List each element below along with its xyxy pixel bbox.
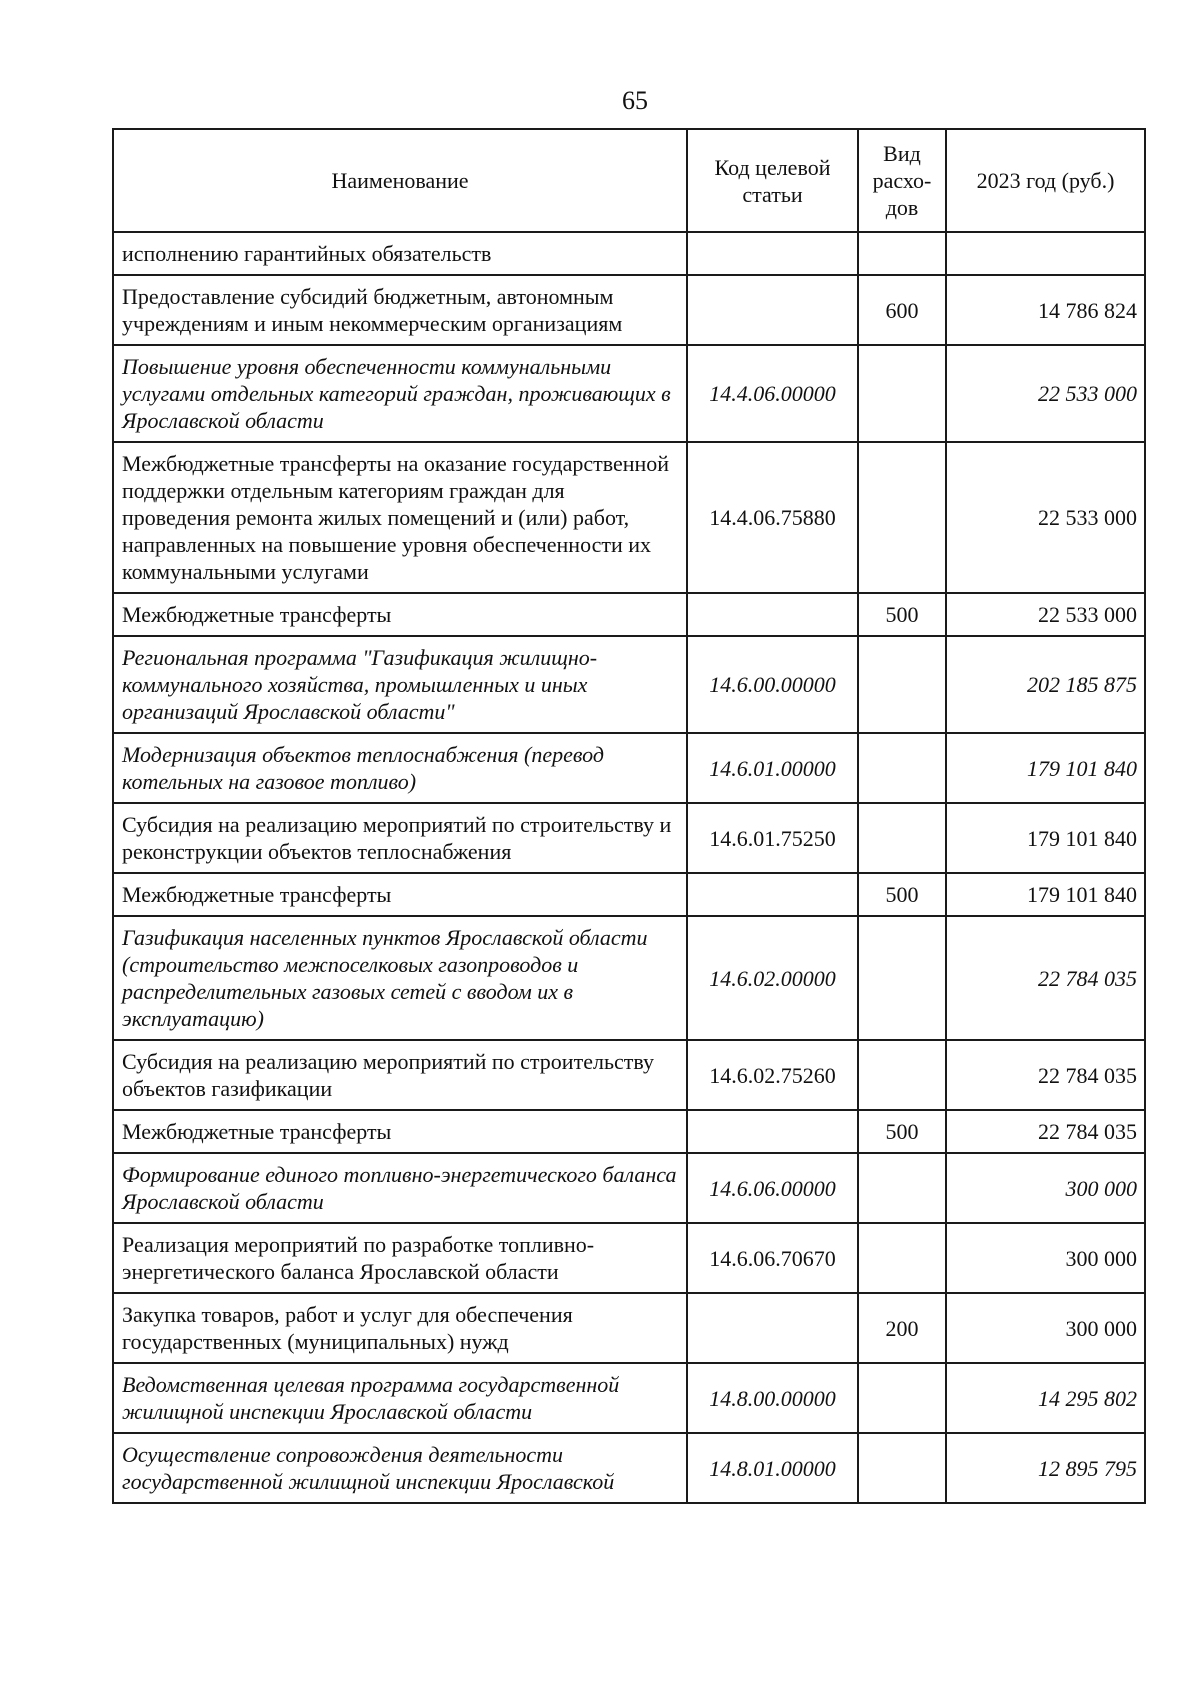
cell-code: 14.8.01.00000: [687, 1433, 858, 1503]
cell-name: Межбюджетные трансферты: [113, 1110, 687, 1153]
budget-table: [112, 128, 1146, 1504]
header-code: Код целевой статьи: [687, 129, 858, 232]
cell-amount: 300 000: [946, 1153, 1145, 1223]
cell-amount: 22 784 035: [946, 1110, 1145, 1153]
cell-kind: [858, 1153, 946, 1223]
cell-kind: [858, 345, 946, 442]
cell-kind: [858, 803, 946, 873]
cell-name: Газификация населенных пунктов Ярославской области (строительство межпоселковых газопроводов и распределительных газовых сетей с вводом их в эксплуатацию): [113, 916, 687, 1040]
cell-amount: 202 185 875: [946, 636, 1145, 733]
cell-amount: 300 000: [946, 1223, 1145, 1293]
cell-amount: 300 000: [946, 1293, 1145, 1363]
cell-code: 14.6.00.00000: [687, 636, 858, 733]
table-row: [113, 345, 1145, 442]
cell-code: 14.6.02.75260: [687, 1040, 858, 1110]
cell-name: Формирование единого топливно-энергетического баланса Ярославской области: [113, 1153, 687, 1223]
cell-name: Модернизация объектов теплоснабжения (перевод котельных на газовое топливо): [113, 733, 687, 803]
cell-name: Межбюджетные трансферты: [113, 873, 687, 916]
table-row: [113, 232, 1145, 275]
cell-code: 14.6.06.00000: [687, 1153, 858, 1223]
cell-name: Субсидия на реализацию мероприятий по строительству и реконструкции объектов теплоснабжения: [113, 803, 687, 873]
cell-amount: 22 784 035: [946, 1040, 1145, 1110]
cell-code: [687, 275, 858, 345]
table-body: [113, 232, 1145, 1503]
table-row: [113, 733, 1145, 803]
table-row: [113, 1110, 1145, 1153]
table-row: [113, 275, 1145, 345]
cell-kind: 600: [858, 275, 946, 345]
table-row: [113, 1433, 1145, 1503]
cell-kind: [858, 442, 946, 593]
cell-name: Предоставление субсидий бюджетным, автономным учреждениям и иным некоммерческим организациям: [113, 275, 687, 345]
cell-amount: 22 784 035: [946, 916, 1145, 1040]
table-row: [113, 442, 1145, 593]
cell-code: 14.6.01.00000: [687, 733, 858, 803]
cell-code: [687, 873, 858, 916]
cell-amount: 22 533 000: [946, 345, 1145, 442]
table-row: [113, 803, 1145, 873]
table-row: [113, 916, 1145, 1040]
table-row: [113, 593, 1145, 636]
header-name: Наименование: [113, 129, 687, 232]
cell-code: [687, 593, 858, 636]
table-row: [113, 1363, 1145, 1433]
cell-amount: 14 786 824: [946, 275, 1145, 345]
cell-code: 14.6.01.75250: [687, 803, 858, 873]
header-kind: Вид расхо-дов: [858, 129, 946, 232]
cell-name: Реализация мероприятий по разработке топливно-энергетического баланса Ярославской области: [113, 1223, 687, 1293]
cell-code: 14.8.00.00000: [687, 1363, 858, 1433]
cell-name: исполнению гарантийных обязательств: [113, 232, 687, 275]
cell-kind: 500: [858, 1110, 946, 1153]
cell-kind: 500: [858, 593, 946, 636]
cell-kind: 200: [858, 1293, 946, 1363]
cell-name: Ведомственная целевая программа государственной жилищной инспекции Ярославской области: [113, 1363, 687, 1433]
cell-name: Субсидия на реализацию мероприятий по строительству объектов газификации: [113, 1040, 687, 1110]
table-row: [113, 1223, 1145, 1293]
cell-code: 14.4.06.75880: [687, 442, 858, 593]
cell-amount: 22 533 000: [946, 442, 1145, 593]
cell-kind: [858, 232, 946, 275]
cell-amount: [946, 232, 1145, 275]
cell-kind: [858, 1223, 946, 1293]
cell-amount: 12 895 795: [946, 1433, 1145, 1503]
cell-kind: [858, 1040, 946, 1110]
cell-kind: [858, 1363, 946, 1433]
cell-code: [687, 232, 858, 275]
cell-amount: 179 101 840: [946, 873, 1145, 916]
table-row: [113, 1040, 1145, 1110]
cell-amount: 179 101 840: [946, 803, 1145, 873]
cell-name: Осуществление сопровождения деятельности государственной жилищной инспекции Ярославской: [113, 1433, 687, 1503]
page-number: 65: [622, 86, 648, 115]
table-row: [113, 873, 1145, 916]
cell-kind: [858, 636, 946, 733]
cell-code: [687, 1293, 858, 1363]
cell-name: Региональная программа "Газификация жилищно-коммунального хозяйства, промышленных и иных организаций Ярославской области": [113, 636, 687, 733]
cell-amount: 22 533 000: [946, 593, 1145, 636]
table-row: [113, 636, 1145, 733]
cell-name: Повышение уровня обеспеченности коммунальными услугами отдельных категорий граждан, проживающих в Ярославской области: [113, 345, 687, 442]
header-amount: 2023 год (руб.): [946, 129, 1145, 232]
table-row: [113, 1153, 1145, 1223]
cell-name: Межбюджетные трансферты: [113, 593, 687, 636]
cell-kind: [858, 733, 946, 803]
table-row: [113, 1293, 1145, 1363]
cell-name: Межбюджетные трансферты на оказание государственной поддержки отдельным категориям граждан для проведения ремонта жилых помещений и (или) работ, направленных на повышение уровня обеспеченности их коммунальными услугами: [113, 442, 687, 593]
cell-amount: 179 101 840: [946, 733, 1145, 803]
cell-code: 14.6.06.70670: [687, 1223, 858, 1293]
cell-code: 14.4.06.00000: [687, 345, 858, 442]
cell-kind: 500: [858, 873, 946, 916]
cell-kind: [858, 1433, 946, 1503]
cell-amount: 14 295 802: [946, 1363, 1145, 1433]
table-header: [113, 129, 1145, 232]
cell-name: Закупка товаров, работ и услуг для обеспечения государственных (муниципальных) нужд: [113, 1293, 687, 1363]
cell-code: [687, 1110, 858, 1153]
cell-code: 14.6.02.00000: [687, 916, 858, 1040]
cell-kind: [858, 916, 946, 1040]
